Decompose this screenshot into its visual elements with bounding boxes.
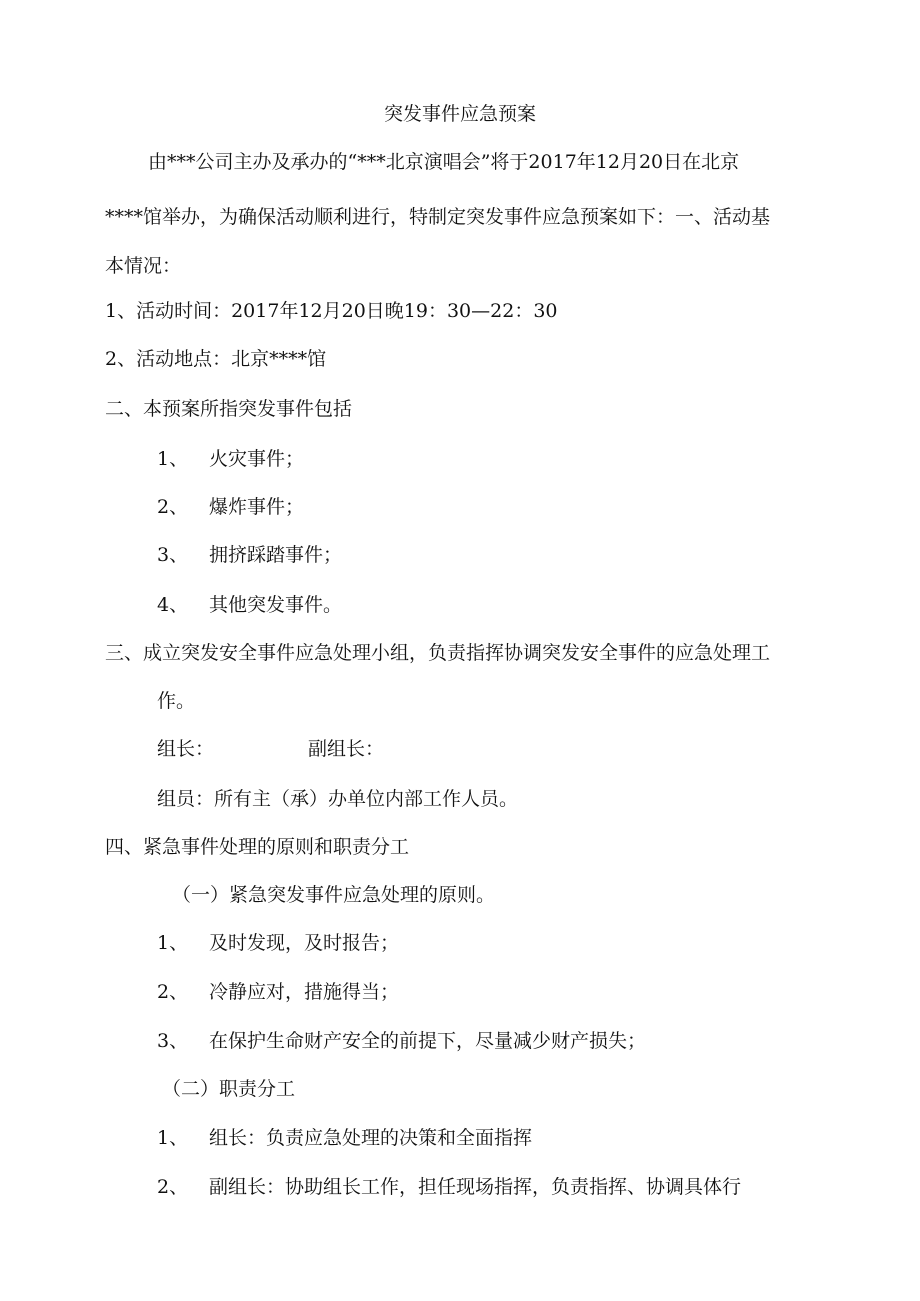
principle-item-number: 3、 <box>157 1030 189 1052</box>
deputy-leader: 副组长： <box>308 738 385 760</box>
event-item-number: 3、 <box>157 544 189 566</box>
duty-item-text: 组长：负责应急处理的决策和全面指挥 <box>209 1127 533 1149</box>
duty-item <box>157 1126 532 1150</box>
principle-item <box>157 1029 646 1053</box>
section-4-heading: 四、紧急事件处理的原则和职责分工 <box>105 836 410 858</box>
intro-line-2: ****馆举办，为确保活动顺利进行，特制定突发事件应急预案如下：一、活动基 <box>105 206 771 228</box>
principle-item <box>157 931 399 955</box>
principle-item-text: 及时发现，及时报告； <box>209 932 400 954</box>
event-item-text: 爆炸事件； <box>209 496 305 518</box>
event-item-number: 1、 <box>157 448 189 470</box>
event-item-text: 火灾事件； <box>209 448 305 470</box>
intro-line-1: 由***公司主办及承办的“***北京演唱会”将于2017年12月20日在北京 <box>148 151 740 173</box>
duty-item-number: 2、 <box>157 1176 189 1198</box>
principle-item-text: 在保护生命财产安全的前提下，尽量减少财产损失； <box>209 1030 647 1052</box>
section-2-heading: 二、本预案所指突发事件包括 <box>105 398 353 420</box>
event-item <box>157 495 304 519</box>
event-item-number: 2、 <box>157 496 189 518</box>
section-3-heading-continued: 作。 <box>157 690 196 712</box>
event-item <box>157 447 304 471</box>
event-item-number: 4、 <box>157 594 189 616</box>
principle-item-text: 冷静应对，措施得当； <box>209 981 400 1003</box>
principle-item <box>157 980 399 1004</box>
subsection-principles-heading: （一）紧急突发事件应急处理的原则。 <box>172 884 496 906</box>
document-title: 突发事件应急预案 <box>383 103 536 125</box>
principle-item-number: 1、 <box>157 932 189 954</box>
duty-item <box>157 1175 741 1199</box>
event-item <box>157 543 342 567</box>
intro-line-3: 本情况： <box>105 255 182 277</box>
activity-place: 2、活动地点：北京****馆 <box>105 348 327 370</box>
section-3-heading: 三、成立突发安全事件应急处理小组，负责指挥协调突发安全事件的应急处理工 <box>105 642 771 664</box>
event-item <box>157 593 342 617</box>
event-item-text: 拥挤踩踏事件； <box>209 544 343 566</box>
team-members: 组员：所有主（承）办单位内部工作人员。 <box>157 788 519 810</box>
subsection-duties-heading: （二）职责分工 <box>162 1078 296 1100</box>
duty-item-number: 1、 <box>157 1127 189 1149</box>
activity-time: 1、活动时间：2017年12月20日晚19：30—22：30 <box>105 300 558 322</box>
event-item-text: 其他突发事件。 <box>209 594 343 616</box>
team-leader: 组长： <box>157 738 215 760</box>
principle-item-number: 2、 <box>157 981 189 1003</box>
duty-item-text: 副组长：协助组长工作，担任现场指挥，负责指挥、协调具体行 <box>209 1176 742 1198</box>
